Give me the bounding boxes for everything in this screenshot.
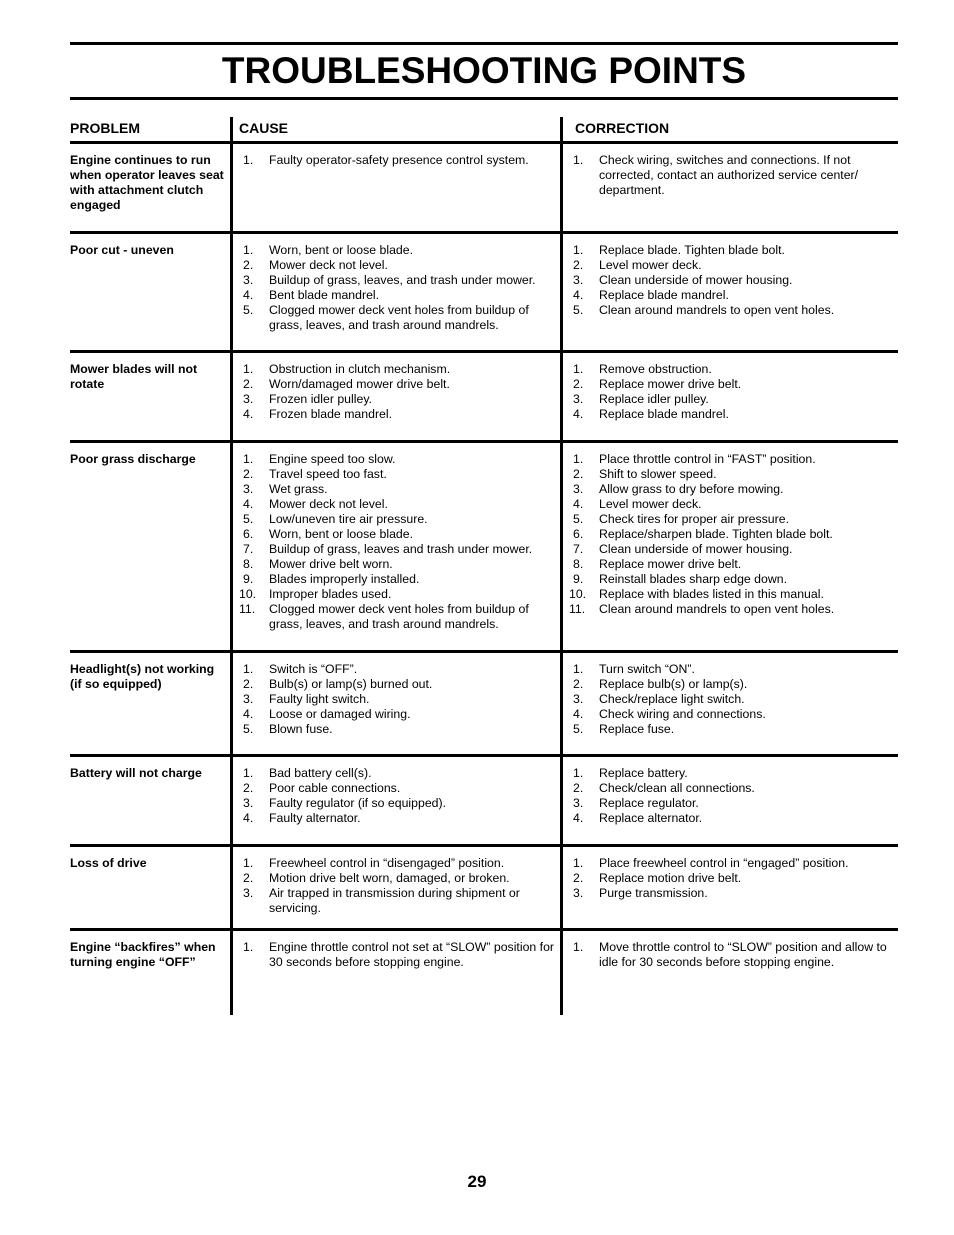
cause-cell (230, 653, 560, 754)
item-number: 8. (573, 557, 584, 571)
list-item (239, 572, 560, 587)
title-bar (70, 42, 898, 100)
item-text: Remove obstruction. (599, 362, 712, 376)
item-number: 2. (243, 677, 254, 691)
item-text: Air trapped in transmission during shipment or servicing. (269, 886, 520, 915)
list-item (239, 766, 560, 781)
list-item (239, 303, 560, 333)
cause-cell (230, 931, 560, 1015)
list-item (239, 602, 560, 632)
list-item (569, 362, 898, 377)
item-number: 3. (573, 482, 584, 496)
correction-cell (560, 653, 898, 754)
cause-list (239, 766, 560, 826)
item-text: Loose or damaged wiring. (269, 707, 411, 721)
cause-cell (230, 757, 560, 844)
list-item (239, 153, 560, 168)
item-number: 1. (573, 452, 584, 466)
list-item (239, 811, 560, 826)
list-item (569, 392, 898, 407)
cause-list (239, 153, 560, 168)
cause-cell (230, 847, 560, 928)
list-item (239, 452, 560, 467)
header-correction: CORRECTION (560, 117, 898, 141)
item-number: 1. (573, 153, 584, 167)
item-text: Check wiring and connections. (599, 707, 766, 721)
item-text: Faulty regulator (if so equipped). (269, 796, 447, 810)
list-item (239, 243, 560, 258)
item-number: 4. (243, 288, 254, 302)
item-text: Bulb(s) or lamp(s) burned out. (269, 677, 433, 691)
item-number: 4. (573, 497, 584, 511)
list-item (239, 467, 560, 482)
cause-list (239, 856, 560, 916)
problem-cell: Poor grass discharge (70, 452, 196, 466)
cause-cell (230, 353, 560, 440)
item-text: Replace blade. Tighten blade bolt. (599, 243, 785, 257)
cause-list (239, 243, 560, 333)
list-item (569, 662, 898, 677)
correction-cell (560, 757, 898, 844)
item-number: 5. (573, 722, 584, 736)
item-number: 3. (573, 886, 584, 900)
list-item (569, 766, 898, 781)
list-item (569, 288, 898, 303)
item-number: 6. (243, 527, 254, 541)
item-text: Replace idler pulley. (599, 392, 709, 406)
item-text: Check tires for proper air pressure. (599, 512, 789, 526)
list-item (569, 722, 898, 737)
list-item (569, 542, 898, 557)
list-item (239, 362, 560, 377)
item-number: 2. (243, 467, 254, 481)
list-item (239, 527, 560, 542)
list-item (239, 273, 560, 288)
item-number: 2. (243, 258, 254, 272)
item-number: 1. (243, 856, 254, 870)
item-text: Blown fuse. (269, 722, 333, 736)
list-item (569, 243, 898, 258)
item-number: 3. (243, 482, 254, 496)
item-number: 3. (243, 886, 254, 900)
table-body (70, 144, 898, 1015)
list-item (569, 467, 898, 482)
list-item (569, 781, 898, 796)
correction-list (569, 766, 898, 826)
item-text: Replace fuse. (599, 722, 675, 736)
item-text: Mower deck not level. (269, 258, 388, 272)
item-number: 1. (573, 662, 584, 676)
item-text: Clogged mower deck vent holes from buildup of grass, leaves, and trash around mandrels. (269, 602, 529, 631)
list-item (569, 512, 898, 527)
item-text: Mower drive belt worn. (269, 557, 393, 571)
item-number: 3. (573, 392, 584, 406)
item-text: Poor cable connections. (269, 781, 401, 795)
item-number: 4. (573, 407, 584, 421)
item-text: Replace blade mandrel. (599, 288, 729, 302)
correction-cell (560, 144, 898, 231)
table-row (70, 443, 898, 653)
list-item (569, 796, 898, 811)
item-text: Mower deck not level. (269, 497, 388, 511)
correction-cell (560, 443, 898, 650)
item-number: 3. (573, 796, 584, 810)
list-item (569, 377, 898, 392)
list-item (569, 707, 898, 722)
item-number: 9. (243, 572, 254, 586)
list-item (239, 482, 560, 497)
item-number: 3. (243, 273, 254, 287)
list-item (569, 811, 898, 826)
list-item (239, 871, 560, 886)
item-number: 1. (243, 662, 254, 676)
item-text: Engine throttle control not set at “SLOW” position for 30 seconds before stopping engine. (269, 940, 555, 969)
item-text: Level mower deck. (599, 258, 702, 272)
item-number: 3. (243, 796, 254, 810)
item-number: 4. (243, 407, 254, 421)
item-text: Buildup of grass, leaves and trash under mower. (269, 542, 533, 556)
problem-cell: Engine continues to run when operator leaves seat with attachment clutch engaged (70, 153, 224, 212)
item-text: Blades improperly installed. (269, 572, 420, 586)
item-text: Frozen idler pulley. (269, 392, 372, 406)
table-row (70, 353, 898, 443)
item-text: Clean around mandrels to open vent holes. (599, 602, 835, 616)
item-number: 1. (573, 766, 584, 780)
list-item (569, 856, 898, 871)
item-text: Travel speed too fast. (269, 467, 387, 481)
item-number: 2. (573, 781, 584, 795)
item-number: 2. (243, 781, 254, 795)
correction-list (569, 940, 898, 970)
correction-list (569, 153, 898, 198)
item-text: Replace mower drive belt. (599, 557, 742, 571)
list-item (239, 722, 560, 737)
problem-cell: Headlight(s) not working (if so equipped) (70, 662, 215, 691)
list-item (569, 273, 898, 288)
list-item (239, 288, 560, 303)
cause-list (239, 362, 560, 422)
list-item (569, 886, 898, 901)
correction-list (569, 662, 898, 737)
list-item (239, 781, 560, 796)
item-number: 10. (569, 587, 587, 601)
item-number: 2. (573, 677, 584, 691)
item-text: Clean underside of mower housing. (599, 273, 793, 287)
item-number: 1. (573, 362, 584, 376)
item-number: 5. (243, 512, 254, 526)
item-text: Replace blade mandrel. (599, 407, 729, 421)
item-number: 2. (243, 871, 254, 885)
problem-cell: Battery will not charge (70, 766, 202, 780)
list-item (239, 557, 560, 572)
item-text: Obstruction in clutch mechanism. (269, 362, 451, 376)
table-row (70, 757, 898, 847)
item-number: 1. (573, 856, 584, 870)
item-number: 2. (573, 871, 584, 885)
item-number: 1. (243, 452, 254, 466)
item-number: 7. (573, 542, 584, 556)
item-text: Worn, bent or loose blade. (269, 527, 414, 541)
item-text: Clogged mower deck vent holes from buildup of grass, leaves, and trash around mandrels. (269, 303, 529, 332)
correction-cell (560, 847, 898, 928)
item-text: Check wiring, switches and connections. If not corrected, contact an authorized service center/ department. (599, 153, 859, 197)
list-item (239, 497, 560, 512)
item-text: Check/clean all connections. (599, 781, 755, 795)
item-number: 4. (573, 811, 584, 825)
cause-list (239, 662, 560, 737)
item-number: 5. (243, 722, 254, 736)
item-text: Level mower deck. (599, 497, 702, 511)
item-text: Improper blades used. (269, 587, 392, 601)
item-number: 11. (569, 602, 586, 616)
item-text: Move throttle control to “SLOW” position and allow to idle for 30 seconds before stopping engine. (599, 940, 887, 969)
list-item (569, 602, 898, 617)
item-text: Replace with blades listed in this manual. (599, 587, 824, 601)
item-number: 4. (243, 497, 254, 511)
cause-list (239, 452, 560, 632)
table-row (70, 931, 898, 1015)
list-item (239, 392, 560, 407)
item-number: 3. (573, 273, 584, 287)
item-number: 3. (573, 692, 584, 706)
item-number: 11. (239, 602, 256, 616)
item-text: Faulty light switch. (269, 692, 370, 706)
item-text: Allow grass to dry before mowing. (599, 482, 784, 496)
correction-list (569, 362, 898, 422)
item-text: Place throttle control in “FAST” position. (599, 452, 816, 466)
list-item (239, 692, 560, 707)
item-number: 3. (243, 692, 254, 706)
item-number: 4. (243, 707, 254, 721)
item-number: 1. (243, 362, 254, 376)
problem-cell: Loss of drive (70, 856, 147, 870)
item-number: 2. (573, 258, 584, 272)
item-number: 8. (243, 557, 254, 571)
list-item (569, 871, 898, 886)
list-item (239, 662, 560, 677)
list-item (569, 258, 898, 273)
list-item (239, 707, 560, 722)
item-text: Bent blade mandrel. (269, 288, 380, 302)
troubleshooting-table (70, 117, 898, 1015)
item-text: Bad battery cell(s). (269, 766, 372, 780)
correction-list (569, 243, 898, 318)
cause-cell (230, 443, 560, 650)
item-text: Low/uneven tire air pressure. (269, 512, 428, 526)
item-text: Freewheel control in “disengaged” position. (269, 856, 505, 870)
item-number: 1. (243, 243, 254, 257)
item-number: 2. (573, 377, 584, 391)
item-text: Turn switch “ON”. (599, 662, 695, 676)
item-text: Replace motion drive belt. (599, 871, 742, 885)
table-header (70, 117, 898, 144)
correction-list (569, 452, 898, 617)
item-number: 6. (573, 527, 584, 541)
list-item (569, 303, 898, 318)
item-text: Faulty alternator. (269, 811, 361, 825)
item-number: 1. (243, 940, 254, 954)
list-item (569, 527, 898, 542)
item-number: 5. (573, 512, 584, 526)
page-title: TROUBLESHOOTING POINTS (221, 50, 747, 91)
item-number: 1. (243, 766, 254, 780)
item-text: Replace/sharpen blade. Tighten blade bolt. (599, 527, 833, 541)
list-item (239, 542, 560, 557)
item-number: 1. (573, 243, 584, 257)
list-item (569, 482, 898, 497)
header-cause: CAUSE (230, 117, 560, 141)
item-number: 1. (243, 153, 254, 167)
item-number: 2. (243, 377, 254, 391)
item-text: Frozen blade mandrel. (269, 407, 393, 421)
item-number: 4. (573, 707, 584, 721)
table-row (70, 234, 898, 353)
list-item (569, 677, 898, 692)
cause-cell (230, 234, 560, 350)
item-text: Switch is “OFF”. (269, 662, 358, 676)
item-text: Motion drive belt worn, damaged, or broken. (269, 871, 510, 885)
problem-cell: Mower blades will not rotate (70, 362, 198, 391)
item-text: Replace alternator. (599, 811, 703, 825)
item-text: Wet grass. (269, 482, 328, 496)
list-item (239, 677, 560, 692)
table-row (70, 144, 898, 234)
problem-cell: Engine “backfires” when turning engine “OFF” (70, 940, 216, 969)
item-text: Reinstall blades sharp edge down. (599, 572, 787, 586)
item-number: 7. (243, 542, 254, 556)
list-item (569, 497, 898, 512)
item-text: Place freewheel control in “engaged” position. (599, 856, 849, 870)
list-item (239, 512, 560, 527)
list-item (239, 886, 560, 916)
item-text: Clean around mandrels to open vent holes. (599, 303, 835, 317)
table-row (70, 653, 898, 757)
item-text: Replace bulb(s) or lamp(s). (599, 677, 748, 691)
problem-cell: Poor cut - uneven (70, 243, 174, 257)
item-number: 10. (239, 587, 257, 601)
item-text: Buildup of grass, leaves, and trash under mower. (269, 273, 536, 287)
list-item (569, 452, 898, 467)
list-item (569, 940, 898, 970)
item-text: Clean underside of mower housing. (599, 542, 793, 556)
list-item (569, 407, 898, 422)
list-item (239, 856, 560, 871)
list-item (239, 587, 560, 602)
item-text: Purge transmission. (599, 886, 708, 900)
list-item (569, 587, 898, 602)
list-item (239, 258, 560, 273)
item-number: 1. (573, 940, 584, 954)
list-item (569, 692, 898, 707)
header-problem: PROBLEM (70, 120, 140, 136)
correction-list (569, 856, 898, 901)
item-number: 5. (573, 303, 584, 317)
item-text: Engine speed too slow. (269, 452, 396, 466)
page-number: 29 (467, 1172, 487, 1191)
list-item (569, 153, 898, 198)
correction-cell (560, 931, 898, 1015)
list-item (569, 572, 898, 587)
table-row (70, 847, 898, 931)
item-text: Worn/damaged mower drive belt. (269, 377, 450, 391)
item-number: 4. (243, 811, 254, 825)
item-text: Shift to slower speed. (599, 467, 717, 481)
item-number: 4. (573, 288, 584, 302)
item-text: Replace battery. (599, 766, 688, 780)
correction-cell (560, 234, 898, 350)
cause-cell (230, 144, 560, 231)
item-text: Check/replace light switch. (599, 692, 745, 706)
list-item (239, 940, 560, 970)
list-item (239, 796, 560, 811)
item-number: 9. (573, 572, 584, 586)
item-text: Replace regulator. (599, 796, 699, 810)
item-text: Faulty operator-safety presence control system. (269, 153, 529, 167)
cause-list (239, 940, 560, 970)
list-item (239, 377, 560, 392)
item-number: 3. (243, 392, 254, 406)
list-item (569, 557, 898, 572)
item-text: Worn, bent or loose blade. (269, 243, 414, 257)
item-number: 5. (243, 303, 254, 317)
list-item (239, 407, 560, 422)
item-number: 2. (573, 467, 584, 481)
correction-cell (560, 353, 898, 440)
item-text: Replace mower drive belt. (599, 377, 742, 391)
